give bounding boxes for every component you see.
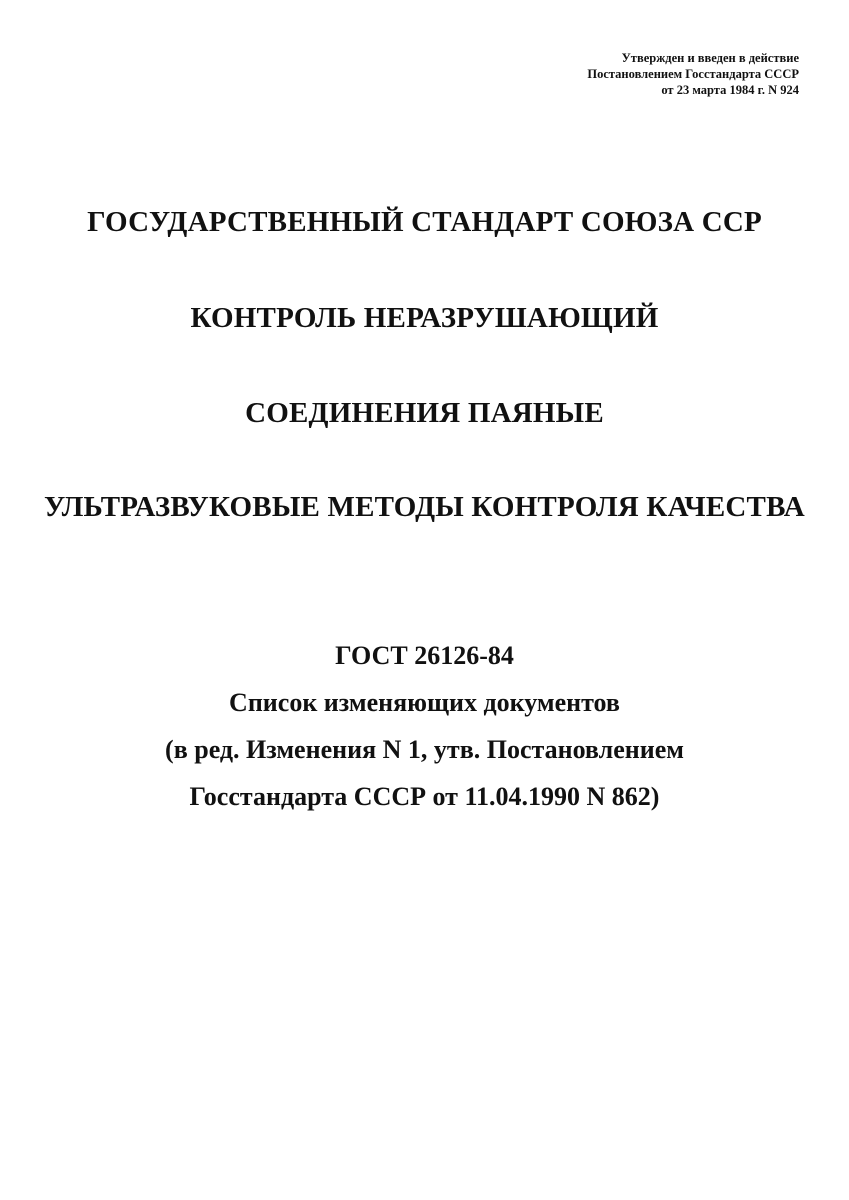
methods-heading: УЛЬТРАЗВУКОВЫЕ МЕТОДЫ КОНТРОЛЯ КАЧЕСТВА: [44, 491, 805, 523]
ndt-heading: КОНТРОЛЬ НЕРАЗРУШАЮЩИЙ: [190, 302, 659, 334]
changes-title: Список изменяющих документов: [229, 688, 620, 717]
state-standard-heading: ГОСУДАРСТВЕННЫЙ СТАНДАРТ СОЮЗА ССР: [87, 206, 762, 238]
changes-line: (в ред. Изменения N 1, утв. Постановлением: [165, 735, 684, 764]
standard-block: [0, 632, 849, 820]
joints-heading: СОЕДИНЕНИЯ ПАЯНЫЕ: [245, 397, 604, 429]
approval-line: от 23 марта 1984 г. N 924: [661, 83, 799, 97]
changes-line: Госстандарта СССР от 11.04.1990 N 862): [189, 782, 660, 811]
standard-code: ГОСТ 26126-84: [335, 641, 514, 670]
approval-line: Постановлением Госстандарта СССР: [587, 67, 799, 81]
approval-note: [499, 50, 799, 98]
approval-line: Утвержден и введен в действие: [621, 51, 799, 65]
